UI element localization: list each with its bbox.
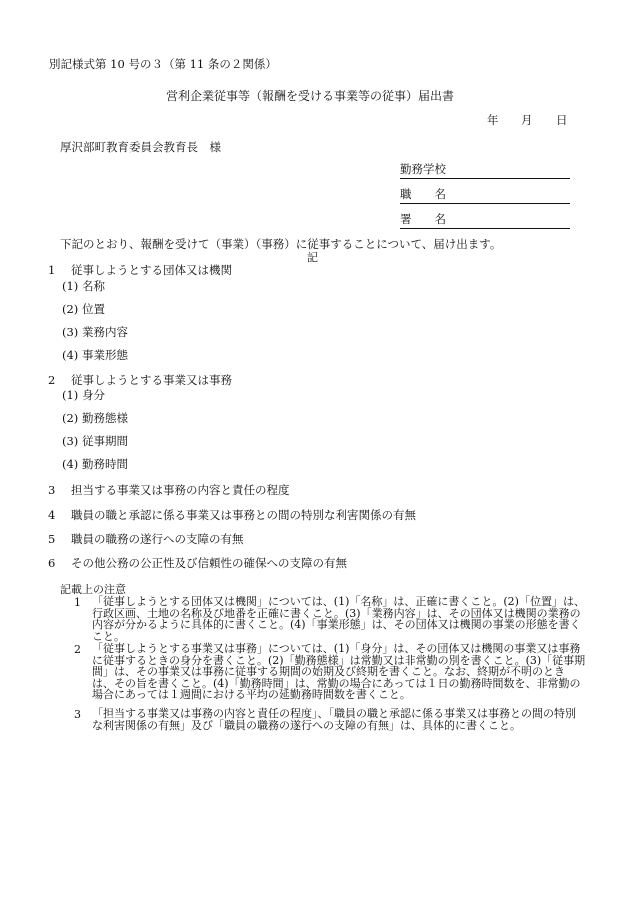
note-3-text: 「担当する事業又は事務の内容と責任の程度」、「職員の職と承認に係る事業又は事務との間の特別な利害関係の有無」及び「職員の職務の遂行への支障の有無」は、具体的に書くこと。 [92, 707, 576, 732]
section-6-title: その他公務の公正性及び信頼性の確保への支障の有無 [71, 556, 347, 570]
section-4-number: 4 [48, 508, 56, 522]
school-label: 勤務学校 [400, 162, 446, 176]
note-1-text: 「従事しようとする団体又は機関」については、(1)「名称」は、正確に書くこと。(2)「位置」は、行政区画、土地の名称及び地番を正確に書くこと。(3)「業務内容」は、その団体又は機関の業務の内容が分かるように具体的に書くこと。(4)「事業形態」は、その団体又は機関の事業の形態を書くこと。 [92, 595, 585, 643]
section-2-item-2: (2) 勤務態様 [62, 411, 128, 425]
school-line [400, 178, 570, 179]
section-2-number: 2 [48, 373, 56, 387]
school-field[interactable] [400, 161, 570, 179]
section-5-number: 5 [48, 532, 56, 546]
section-1-item-1: (1) 名称 [62, 279, 105, 293]
addressee: 厚沢部町教育委員会教育長 様 [60, 140, 221, 154]
position-line [400, 203, 570, 204]
note-2-text: 「従事しようとする事業又は事務」については、(1)「身分」は、その団体又は機関の事業又は事務に従事するときの身分を書くこと。(2)「勤務態様」は常勤又は非常勤の別を書くこと。(3)「従事期間」は、その事業又は事務に従事する期間の始期及び終期を書くこと。なお、終期が不明のときは、その旨を書くこと。(4)「勤務時間」は、常勤の場合にあっては１日の勤務時間数を、非常勤の場合にあっては１週間における平均の延勤務時間数を書くこと。 [92, 642, 586, 701]
section-2-item-4: (4) 勤務時間 [62, 457, 128, 471]
position-field[interactable] [400, 186, 570, 204]
position-label: 職 名 [400, 187, 446, 201]
section-5-title: 職員の職務の遂行への支障の有無 [71, 532, 244, 546]
section-1-item-3: (3) 業務内容 [62, 325, 128, 339]
name-label: 署 名 [400, 212, 446, 226]
ki-heading: 記 [307, 251, 318, 264]
notes-heading: 記載上の注意 [60, 583, 126, 596]
note-1-number: 1 [74, 596, 81, 609]
date-month: 月 [521, 113, 533, 127]
section-6-number: 6 [48, 556, 56, 570]
intro-text: 下記のとおり、報酬を受けて（事業）（事務）に従事することについて、届け出ます。 [60, 237, 502, 251]
section-2-item-1: (1) 身分 [62, 388, 105, 402]
section-1-item-4: (4) 事業形態 [62, 348, 128, 362]
section-1-title: 従事しようとする団体又は機関 [71, 263, 232, 277]
document-title: 営利企業従事等（報酬を受ける事業等の従事）届出書 [166, 89, 455, 103]
name-line [400, 228, 570, 229]
section-4-title: 職員の職と承認に係る事業又は事務との間の特別な利害関係の有無 [71, 508, 416, 522]
section-1-item-2: (2) 位置 [62, 302, 105, 316]
date-day: 日 [556, 113, 568, 127]
form-number: 別記様式第 10 号の３（第 11 条の２関係） [49, 57, 277, 71]
name-field[interactable] [400, 211, 570, 229]
section-1-number: 1 [48, 263, 56, 277]
date-year: 年 [487, 113, 499, 127]
section-2-item-3: (3) 従事期間 [62, 434, 128, 448]
note-2-number: 2 [74, 643, 81, 656]
section-2-title: 従事しようとする事業又は事務 [71, 373, 232, 387]
section-3-number: 3 [48, 483, 56, 497]
section-3-title: 担当する事業又は事務の内容と責任の程度 [71, 483, 290, 497]
note-3-number: 3 [74, 708, 81, 721]
